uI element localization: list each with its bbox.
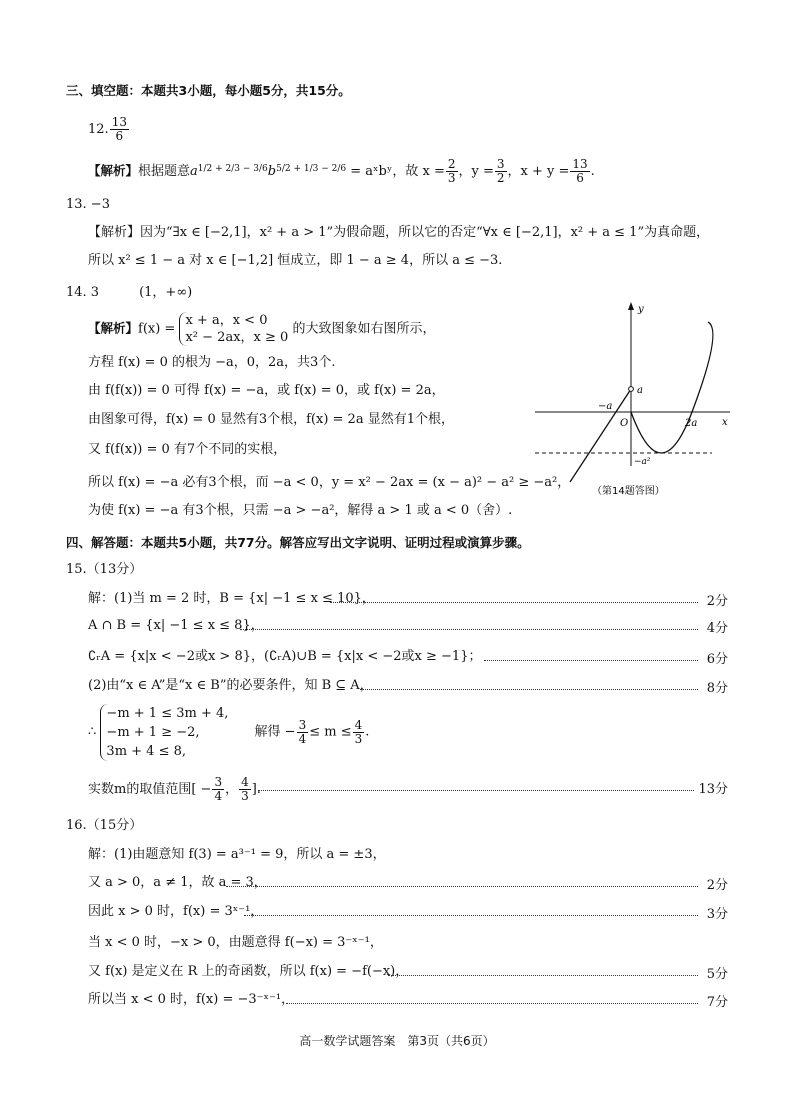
q14-piecewise-cases: x + a，x < 0 x² − 2ax，x ≥ 0	[179, 312, 288, 346]
q16-leader-6	[286, 1003, 698, 1004]
origin-label: O	[620, 418, 629, 429]
q16-heading: 16.（15分）	[66, 818, 143, 833]
q16-line-6: 所以当 x < 0 时，f(x) = −3⁻ˣ⁻¹，	[88, 992, 295, 1007]
q15-score-3: 6分	[706, 652, 728, 667]
q13-solution-line2: 所以 x² ≤ 1 − a 对 x ∈ [−1,2] 恒成立，即 1 − a ≥ 4，所以 a ≤ −3.	[88, 253, 503, 268]
a-label: a	[637, 385, 643, 396]
q14-graph-figure	[530, 298, 730, 498]
q16-leader-3	[244, 915, 698, 916]
q15-leader-2	[240, 629, 698, 630]
q15-score-2: 4分	[706, 621, 728, 636]
neg-a2-label: −a²	[634, 457, 651, 467]
open-point-a	[629, 387, 634, 392]
section-3-title: 三、填空题：本题共3小题，每小题5分，共15分。	[66, 83, 351, 98]
q12-answer	[88, 116, 130, 143]
q14-answer-2: (1，+∞)	[139, 285, 193, 300]
q14-line-3: 由 f(f(x)) = 0 可得 f(x) = −a，或 f(x) = 0，或 f(x) = 2a，	[88, 383, 445, 398]
q13-solution-line1: 【解析】因为“∃x ∈ [−2,1]，x² + a > 1”为假命题，所以它的否定“∀x ∈ [−2,1]，x² + a ≤ 1”为真命题，	[88, 225, 710, 240]
q15-system: ∴ −m + 1 ≤ 3m + 4, −m + 1 ≥ −2, 3m + 4 ≤ 8, 解得 − $\frac{3}{4}$ ≤ m ≤ $\frac{4}{3}$ .	[88, 706, 370, 759]
x-label: x	[722, 417, 728, 428]
q15-line-3: ∁ᵣA = {x|x < −2或x > 8}，(∁ᵣA)∪B = {x|x < −2或x ≥ −1}；	[88, 649, 482, 664]
q15-line-2: A ∩ B = {x| −1 ≤ x ≤ 8}，	[88, 618, 264, 633]
q13-answer: 13. −3	[66, 197, 110, 212]
q12-answer-fraction: $\frac{13}{6}$	[111, 115, 127, 143]
parabola-branch	[631, 322, 713, 453]
q16-line-4: 当 x < 0 时，−x > 0，由题意得 f(−x) = 3⁻ˣ⁻¹，	[88, 935, 383, 950]
q16-leader-5	[388, 975, 698, 976]
q15-score-5: 13分	[698, 782, 728, 797]
q16-score-6: 7分	[706, 995, 728, 1010]
q16-line-3: 因此 x > 0 时，f(x) = 3ˣ⁻¹，	[88, 904, 264, 919]
q12-solution: 【解析】根据题意$a^{1/2 + 2/3 - 3/6}b^{5/2 + 1/3 - 2/6}$ = aˣbʸ，故 x = $\frac{2}{3}$ ，y = $\frac{3}{2}$ ，x + y = $\frac{13}{6}$ .	[88, 157, 595, 185]
q15-leader-4	[360, 689, 698, 690]
neg-a-label: −a	[598, 401, 613, 412]
q14-line-5: 又 f(f(x)) = 0 有7个不同的实根，	[88, 442, 287, 457]
q16-score-2: 2分	[706, 878, 728, 893]
y-axis-arrow-icon	[628, 302, 634, 310]
page-footer: 高一数学试题答案 第3页（共6页）	[299, 1034, 495, 1048]
q14-answer: 14. 3 (1，+∞)	[66, 285, 193, 300]
q16-line-2: 又 a > 0，a ≠ 1，故 a = 3，	[88, 875, 267, 890]
q15-line-4: (2)由“x ∈ A”是“x ∈ B”的必要条件，知 B ⊆ A，	[88, 678, 373, 693]
figure-caption: （第14题答图）	[592, 486, 665, 497]
q14-line-7: 为使 f(x) = −a 有3个根，只需 −a > −a²，解得 a > 1 或 a < 0（舍）.	[88, 503, 513, 518]
q16-line-1: 解：(1)由题意知 f(3) = a³⁻¹ = 9，所以 a = ±3，	[88, 847, 386, 862]
q15-leader-3	[484, 660, 698, 661]
y-label: y	[638, 304, 644, 315]
q16-score-5: 5分	[706, 967, 728, 982]
q16-leader-2	[226, 886, 698, 887]
q14-function-def: 【解析】f(x) = x + a，x < 0 x² − 2ax，x ≥ 0 的大致图象如右图所示，	[88, 313, 436, 345]
two-a-label: 2a	[685, 418, 698, 429]
q15-score-4: 8分	[706, 681, 728, 696]
q15-inequality-system: −m + 1 ≤ 3m + 4, −m + 1 ≥ −2, 3m + 4 ≤ 8,	[100, 704, 228, 761]
q15-heading: 15.（13分）	[66, 562, 143, 577]
q12-number: 12.	[88, 122, 109, 137]
q12-analysis-tag: 【解析】	[88, 163, 139, 178]
q16-line-5: 又 f(x) 是定义在 R 上的奇函数，所以 f(x) = −f(−x)，	[88, 964, 409, 979]
q15-line-1: 解：(1)当 m = 2 时，B = {x| −1 ≤ x ≤ 10}，	[88, 591, 375, 606]
q15-leader-1	[330, 602, 698, 603]
q14-line-4: 由图象可得，f(x) = 0 显然有3个根，f(x) = 2a 显然有1个根，	[88, 412, 454, 427]
section-4-title: 四、解答题：本题共5小题，共77分。解答应写出文字说明、证明过程或演算步骤。	[66, 535, 530, 550]
q15-score-1: 2分	[706, 594, 728, 609]
q14-line-6: 所以 f(x) = −a 必有3个根，而 −a < 0，y = x² − 2ax = (x − a)² − a² ≥ −a²，	[88, 475, 571, 490]
q14-line-2: 方程 f(x) = 0 的根为 −a，0，2a，共3个.	[88, 355, 336, 370]
q16-score-3: 3分	[706, 907, 728, 922]
q15-line-6: 实数m的取值范围[ − $\frac{3}{4}$ ， $\frac{4}{3}$ ].	[88, 775, 261, 803]
q15-leader-5	[258, 790, 694, 791]
